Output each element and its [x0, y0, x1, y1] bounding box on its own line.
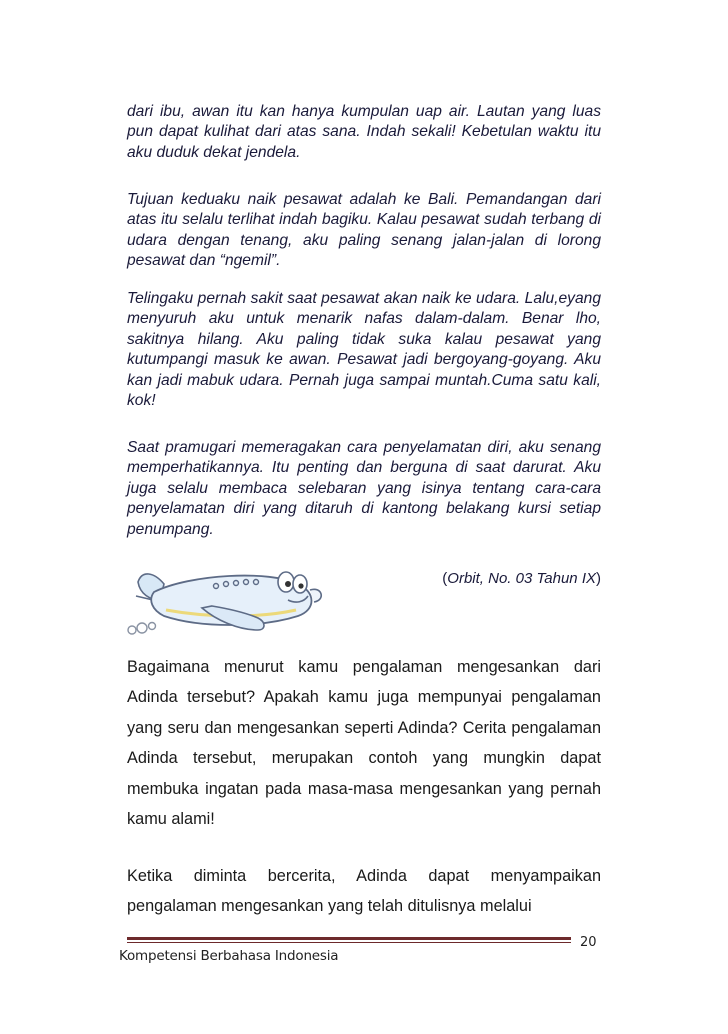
story-paragraph-3	[127, 289, 601, 411]
story-text: Saat pramugari memeragakan cara penyelamatan diri, aku senang memperhatikannya. Itu penting dan berguna di saat darurat. Aku juga selalu membaca selebaran yang isinya tentang cara-cara penyelamatan diri yang ditaruh di kantong belakang kursi setiap penumpang.	[127, 439, 601, 538]
story-paragraph-4	[127, 438, 601, 540]
story-text: Tujuan keduaku naik pesawat adalah ke Bali. Pemandangan dari atas itu selalu terlihat indah bagiku. Kalau pesawat sudah terbang di udara dengan tenang, aku paling senang jalan-jalan di lorong pesawat dan “ngemil”.	[127, 191, 601, 270]
story-text: dari ibu, awan itu kan hanya kumpulan uap air. Lautan yang luas pun dapat kulihat dari atas sana. Indah sekali! Kebetulan waktu itu aku duduk dekat jendela.	[127, 103, 601, 161]
cartoon-airplane-icon	[120, 560, 335, 640]
citation-open-paren: (	[442, 570, 448, 587]
story-paragraph-1	[127, 102, 601, 163]
story-text: Telingaku pernah sakit saat pesawat akan naik ke udara. Lalu,eyang menyuruh aku untuk menarik nafas dalam-dalam. Benar lho, sakitnya hilang. Aku paling tidak suka kalau pesawat yang kutumpangi masuk ke awan. Pesawat jadi bergoyang-goyang. Aku kan jadi mabuk udara. Pernah juga sampai muntah.Cuma satu kali, kok!	[127, 290, 601, 410]
footer-rule-thin	[127, 942, 571, 943]
body-text: Ketika diminta bercerita, Adinda dapat menyampaikan pengalaman mengesankan yang telah ditulisnya melalui	[127, 867, 601, 916]
footer-rule	[127, 937, 571, 940]
body-paragraph-1	[127, 652, 601, 834]
story-paragraph-2	[127, 190, 601, 272]
citation-text: Orbit, No. 03 Tahun IX	[447, 570, 596, 587]
page-number: 20	[580, 935, 597, 950]
citation-close-paren: )	[596, 570, 601, 587]
body-text: Bagaimana menurut kamu pengalaman mengesankan dari Adinda tersebut? Apakah kamu juga mempunyai pengalaman yang seru dan mengesankan seperti Adinda? Cerita pengalaman Adinda tersebut, merupakan contoh yang mungkin dapat membuka ingatan pada masa-masa mengesankan yang pernah kamu alami!	[127, 658, 601, 829]
footer-label: Kompetensi Berbahasa Indonesia	[119, 948, 339, 964]
source-citation	[442, 570, 601, 587]
body-paragraph-2	[127, 861, 601, 922]
